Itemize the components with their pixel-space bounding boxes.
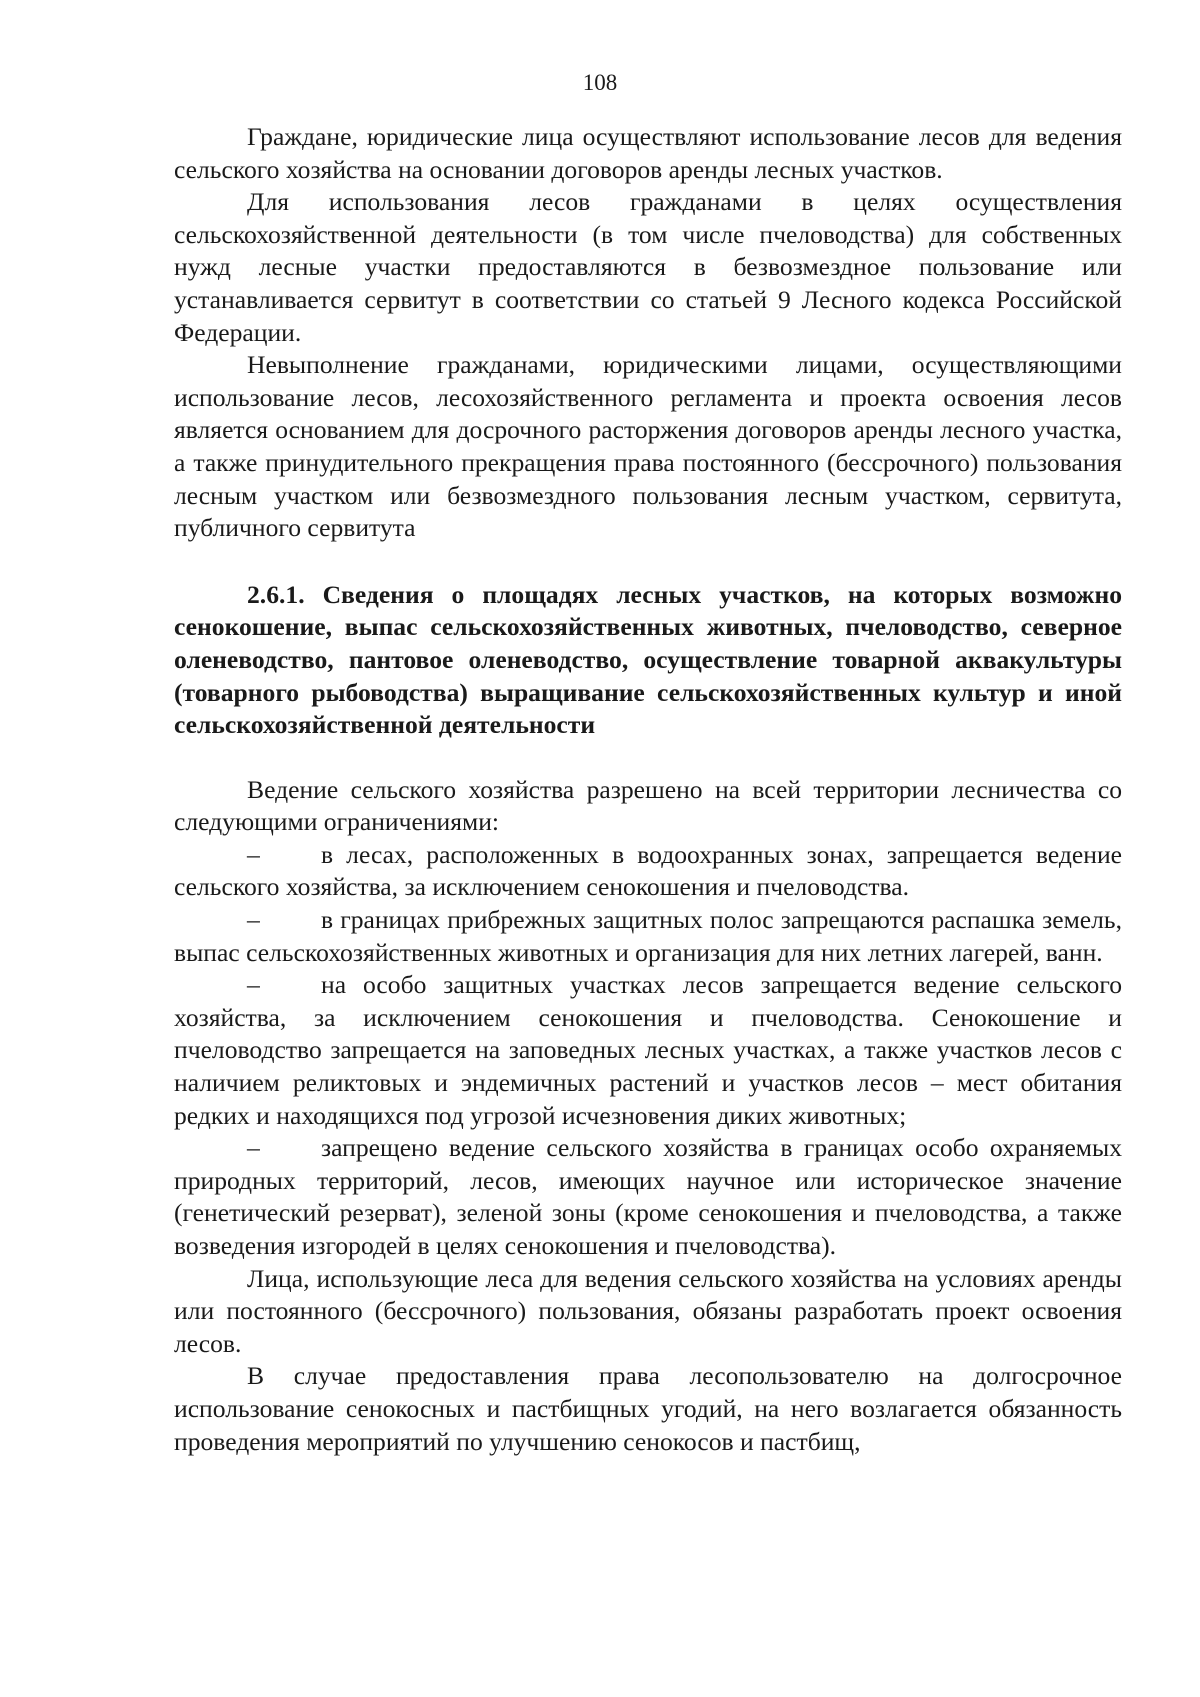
dash-marker: – xyxy=(247,970,260,1000)
page-number: 108 xyxy=(582,70,618,95)
page-content xyxy=(174,121,1122,1458)
paragraph-citizens-use: Для использования лесов гражданами в целях осуществления сельскохозяйственной деятельности (в том числе пчеловодства) для собственных нужд лесные участки предоставляются в безвозмездное пользование или устанавливается сервитут в соответствии со статьей 9 Лесного кодекса Российской Федерации. xyxy=(174,187,1122,347)
dash-marker: – xyxy=(247,839,260,869)
restriction-item xyxy=(174,1132,1122,1262)
dash-marker: – xyxy=(247,1133,260,1163)
paragraph-restrictions-intro: Ведение сельского хозяйства разрешено на всей территории лесничества со следующими ограничениями: xyxy=(174,774,1122,837)
restriction-item xyxy=(174,969,1122,1132)
paragraph-lease-basis: Граждане, юридические лица осуществляют использование лесов для ведения сельского хозяйства на основании договоров аренды лесных участков. xyxy=(174,122,1122,184)
restriction-item xyxy=(174,839,1122,904)
restriction-text: запрещено ведение сельского хозяйства в границах особо охраняемых природных территорий, лесов, имеющих научное или историческое значение (генетический резерват), зеленой зоны (кроме сенокошения и пчеловодства, а также возведения изгородей в целях сенокошения и пчеловодства). xyxy=(174,1133,1122,1260)
section-heading: 2.6.1. Сведения о площадях лесных участков, на которых возможно сенокошение, выпас сельскохозяйственных животных, пчеловодство, северное оленеводство, пантовое оленеводство, осуществление товарной аквакультуры (товарного рыбоводства) выращивание сельскохозяйственных культур и иной сельскохозяйственной деятельности xyxy=(174,579,1122,740)
restriction-text: на особо защитных участках лесов запрещается ведение сельского хозяйства, за исключением сенокошения и пчеловодства. Сенокошение и пчеловодство запрещается на заповедных лесных участках, а также участков лесов с наличием реликтовых и эндемичных растений и участков лесов – мест обитания редких и находящихся под угрозой исчезновения диких животных; xyxy=(174,970,1122,1130)
restriction-item xyxy=(174,904,1122,969)
dash-marker: – xyxy=(247,905,260,935)
paragraph-project-obligation: Лица, использующие леса для ведения сельского хозяйства на условиях аренды или постоянного (бессрочного) пользования, обязаны разработать проект освоения лесов. xyxy=(174,1263,1122,1358)
restriction-text: в лесах, расположенных в водоохранных зонах, запрещается ведение сельского хозяйства, за исключением сенокошения и пчеловодства. xyxy=(174,839,1122,902)
paragraph-non-compliance: Невыполнение гражданами, юридическими лицами, осуществляющими использование лесов, лесохозяйственного регламента и проекта освоения лесов является основанием для досрочного расторжения договоров аренды лесного участка, а также принудительного прекращения права постоянного (бессрочного) пользования лесным участком или безвозмездного пользования лесным участком, сервитута, публичного сервитута xyxy=(174,350,1122,543)
paragraph-long-term-use: В случае предоставления права лесопользователю на долгосрочное использование сенокосных и пастбищных угодий, на него возлагается обязанность проведения мероприятий по улучшению сенокосов и пастбищ, xyxy=(174,1361,1122,1456)
restriction-text: в границах прибрежных защитных полос запрещаются распашка земель, выпас сельскохозяйственных животных и организация для них летних лагерей, ванн. xyxy=(174,905,1122,967)
